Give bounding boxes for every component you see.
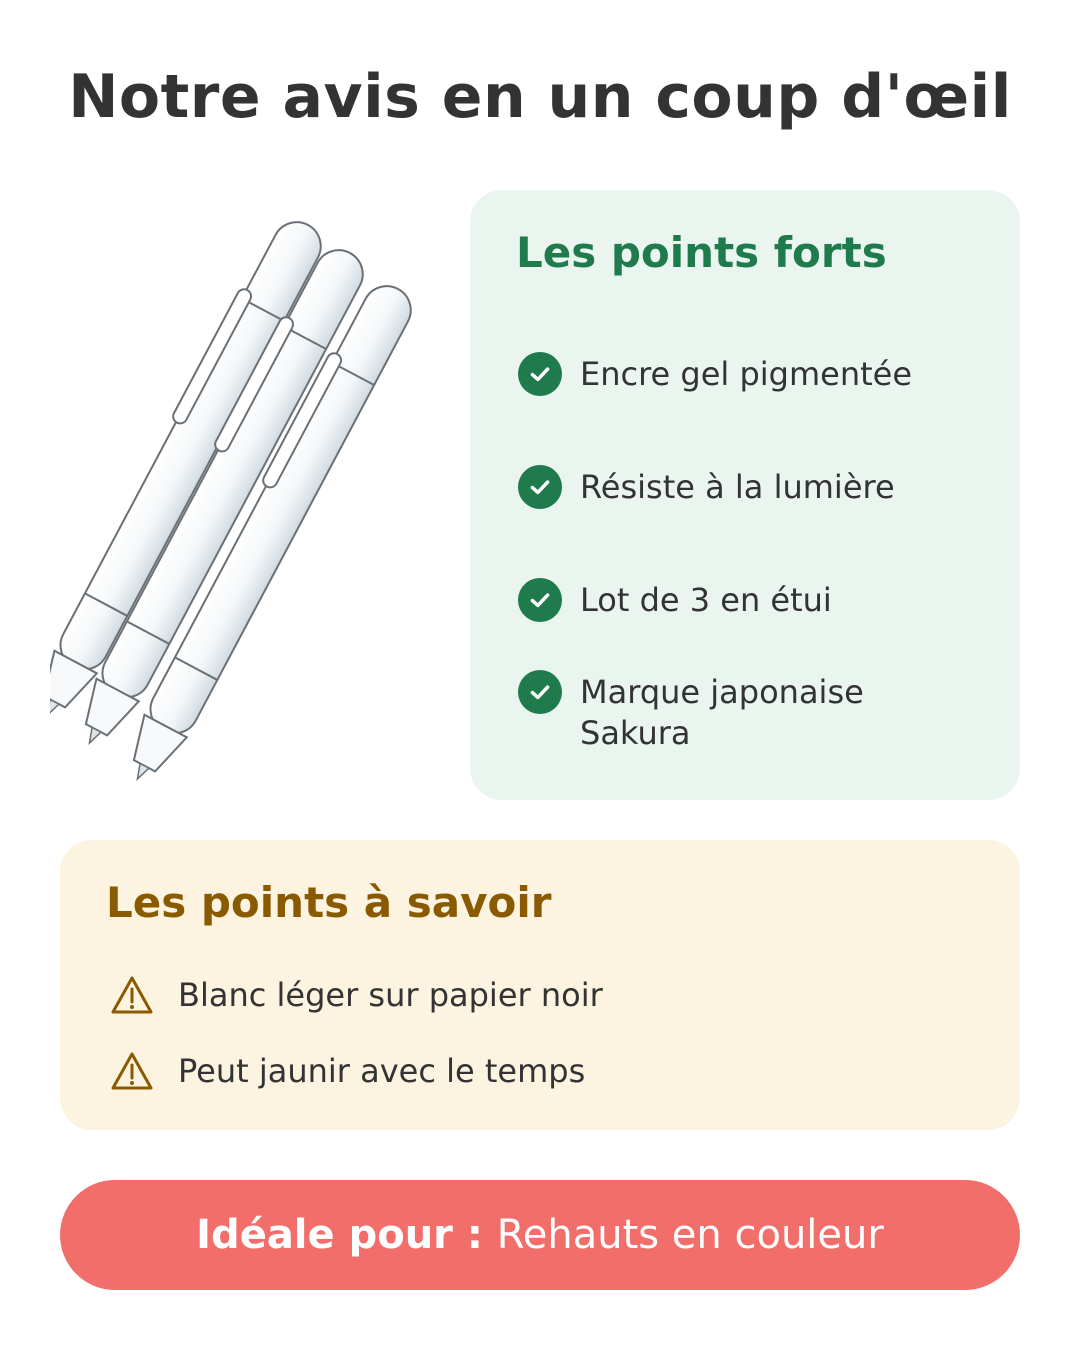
pro-item-label: Marque japonaise Sakura (580, 673, 864, 752)
pro-item-label: Lot de 3 en étui (580, 581, 832, 619)
ideal-for-label: Idéale pour : (196, 1212, 497, 1258)
warning-triangle-icon (110, 975, 154, 1015)
pro-item (518, 580, 988, 622)
ideal-for-value: Rehauts en couleur (496, 1212, 884, 1258)
check-circle-icon (518, 670, 562, 714)
pro-item-label: Encre gel pigmentée (580, 355, 913, 393)
pros-panel (470, 190, 1020, 800)
pro-item-label: Résiste à la lumière (580, 468, 895, 506)
con-item-label: Peut jaunir avec le temps (178, 1052, 586, 1090)
pros-title: Les points forts (516, 228, 887, 277)
page-title: Notre avis en un coup d'œil (68, 62, 1012, 132)
con-item (110, 1051, 585, 1091)
cons-panel (60, 840, 1020, 1130)
con-item (110, 975, 603, 1015)
gel-pens-illustration (50, 205, 450, 785)
check-circle-icon (518, 578, 562, 622)
check-circle-icon (518, 465, 562, 509)
warning-triangle-icon (110, 1051, 154, 1091)
pro-item (518, 672, 918, 754)
check-circle-icon (518, 352, 562, 396)
ideal-for-button[interactable] (60, 1180, 1020, 1290)
pro-item (518, 354, 988, 396)
con-item-label: Blanc léger sur papier noir (178, 976, 603, 1014)
cons-title: Les points à savoir (106, 878, 552, 927)
pro-item (518, 467, 988, 509)
